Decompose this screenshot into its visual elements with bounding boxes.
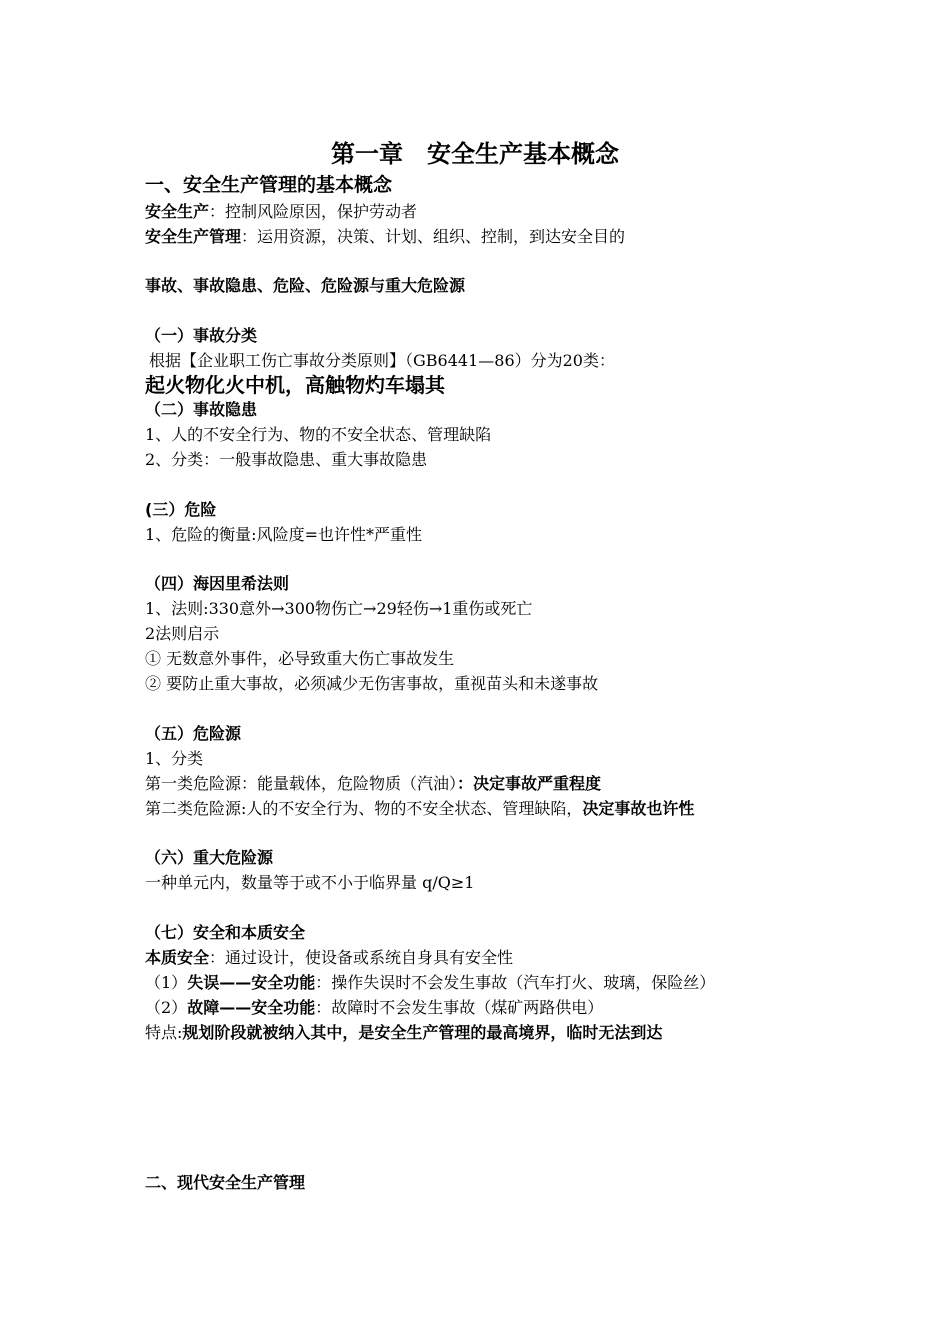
prefix: 特点: — [145, 1023, 183, 1042]
item-heading-6: （六）重大危险源 — [145, 848, 274, 867]
term: 失误——安全功能 — [187, 973, 316, 992]
paragraph — [145, 798, 694, 820]
term: 本质安全 — [145, 948, 210, 967]
paragraph: 1、法则:330意外→300物伤亡→29轻伤→1重伤或死亡 — [145, 599, 533, 618]
paragraph — [145, 1022, 662, 1044]
paragraph: 1、危险的衡量:风险度=也许性*严重性 — [145, 525, 422, 544]
term: 故障——安全功能 — [187, 998, 316, 1017]
item-heading-7: （七）安全和本质安全 — [145, 923, 306, 942]
paragraph: 1、分类 — [145, 749, 204, 768]
definition: ：通过设计，使设备或系统自身具有安全性 — [209, 948, 514, 967]
definition: ：运用资源，决策、计划、组织、控制，到达安全目的 — [241, 227, 626, 246]
item-heading-2: （二）事故隐患 — [145, 400, 258, 419]
paragraph: 一种单元内，数量等于或不小于临界量 q/Q≥1 — [145, 873, 475, 892]
subheading: 事故、事故隐患、危险、危险源与重大危险源 — [145, 276, 466, 295]
text: 第一类危险源：能量载体，危险物质（汽油） — [145, 774, 458, 793]
chapter-title: 第一章 安全生产基本概念 — [331, 140, 619, 168]
item-heading-5: （五）危险源 — [145, 724, 242, 743]
definition: ：故障时不会发生事故（煤矿两路供电） — [315, 998, 604, 1017]
section-heading-2: 二、现代安全生产管理 — [145, 1173, 306, 1192]
item-heading-3: (三）危险 — [145, 500, 217, 519]
item-heading-4: （四）海因里希法则 — [145, 574, 290, 593]
prefix: （2） — [145, 998, 188, 1017]
term: 安全生产管理 — [145, 227, 242, 246]
item-heading-1: （一）事故分类 — [145, 326, 258, 345]
paragraph: 1、人的不安全行为、物的不安全状态、管理缺陷 — [145, 425, 492, 444]
definition-line — [145, 226, 625, 248]
text: 第二类危险源:人的不安全行为、物的不安全状态、管理缺陷， — [145, 799, 583, 818]
term: 安全生产 — [145, 202, 210, 221]
bold-text: ：决定事故严重程度 — [457, 774, 602, 793]
paragraph: 2、分类：一般事故隐患、重大事故隐患 — [145, 450, 428, 469]
mnemonic: 起火物化火中机，高触物灼车塌其 — [145, 373, 445, 397]
definition: ：控制风险原因，保护劳动者 — [209, 202, 418, 221]
definition: ：操作失误时不会发生事故（汽车打火、玻璃，保险丝） — [315, 973, 716, 992]
paragraph: ② 要防止重大事故，必须减少无伤害事故，重视苗头和未遂事故 — [145, 674, 599, 693]
paragraph: ① 无数意外事件，必导致重大伤亡事故发生 — [145, 649, 455, 668]
paragraph — [145, 773, 601, 795]
bold-text: 决定事故也许性 — [582, 799, 695, 818]
paragraph — [145, 972, 715, 994]
prefix: （1） — [145, 973, 188, 992]
paragraph — [145, 947, 513, 969]
paragraph: 根据【企业职工伤亡事故分类原则】（GB6441—86）分为20类： — [149, 351, 615, 370]
bold-text: 规划阶段就被纳入其中，是安全生产管理的最高境界，临时无法到达 — [182, 1023, 663, 1042]
definition-line — [145, 201, 417, 223]
paragraph — [145, 997, 603, 1019]
section-heading-1: 一、安全生产管理的基本概念 — [145, 174, 393, 196]
paragraph: 2法则启示 — [145, 624, 220, 643]
